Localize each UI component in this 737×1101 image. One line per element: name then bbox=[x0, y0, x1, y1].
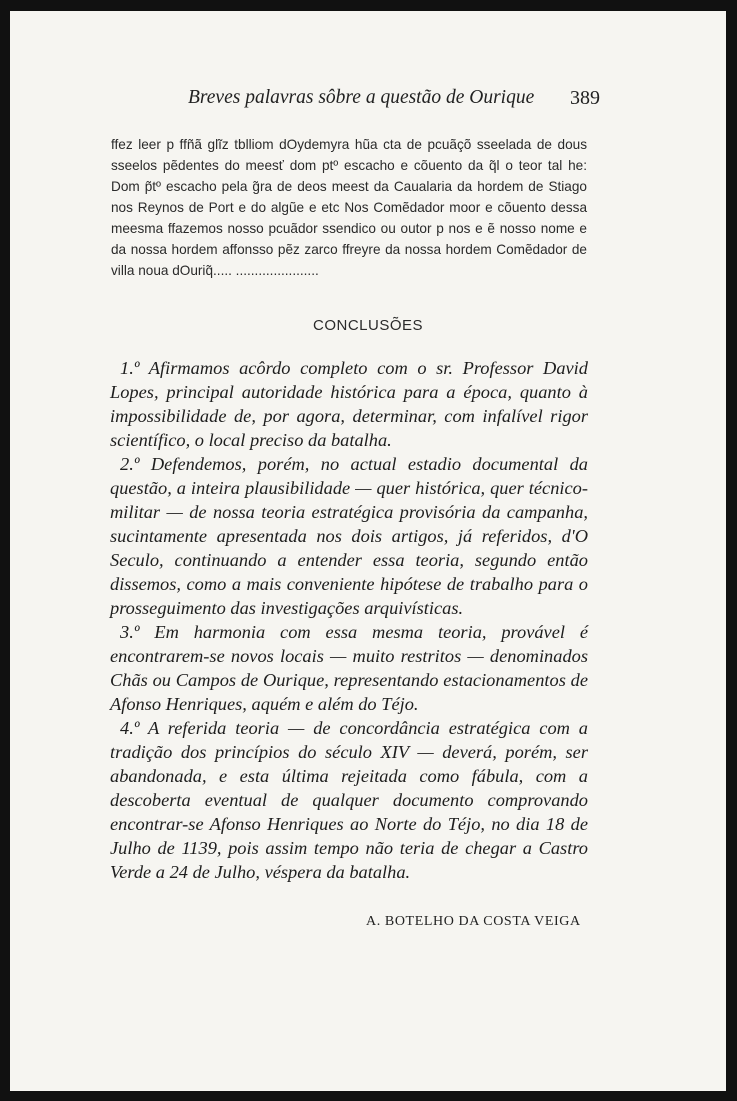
conclusion-item: 2.º Defendemos, porém, no actual estadio documental da questão, a inteira plausibilidade — quer histórica, quer técnico-militar — de nossa teoria estratégica provisória da campanha, sucintamente apresentada nos dois artigos, já referidos, d'O Seculo, continuando a entender essa teoria, segundo então dissemos, como a mais conveniente hipótese de trabalho para o prosseguimento das investigações arquivísticas. bbox=[110, 454, 588, 618]
conclusion-item: 3.º Em harmonia com essa mesma teoria, provável é encontrarem-se novos locais — muito restritos — denominados Chãs ou Campos de Ourique, representando estacionamentos de Afonso Henriques, aquém e além do Téjo. bbox=[110, 622, 588, 714]
conclusions-list bbox=[110, 356, 588, 884]
section-heading: CONCLUSÕES bbox=[312, 317, 424, 334]
conclusion-item: 1.º Afirmamos acôrdo completo com o sr. Professor David Lopes, principal autoridade histórica para a época, quanto à impossibilidade de, por agora, determinar, com infalível rigor scientífico, o local preciso da batalha. bbox=[110, 358, 588, 450]
conclusion-item: 4.º A referida teoria — de concordância estratégica com a tradição dos princípios do século XIV — deverá, porém, ser abandonada, e esta última rejeitada como fábula, com a descoberta eventual de qualquer documento comprovando encontrar-se Afonso Henriques ao Norte do Téjo, no dia 18 de Julho de 1139, pois assim tempo não teria de chegar a Castro Verde a 24 de Julho, véspera da batalha. bbox=[110, 718, 588, 882]
running-title: Breves palavras sôbre a questão de Ourique bbox=[188, 87, 535, 108]
page-number: 389 bbox=[570, 87, 600, 109]
book-page bbox=[10, 11, 726, 1091]
running-header bbox=[188, 87, 608, 115]
document-transcription: ffez leer p ffñã glĩz tblliom dOydemyra hũa cta de pcuãçõ sseelada de dous sseelos pẽdentes do meesť dom ptº escacho e cõuento da q̃l o teor tal he: Dom p̃tº escacho pela g̃ra de deos meest da Caualaria da hordem de Stiago nos Reynos de Port e do algũe e etc Nos Comẽdador moor e cõuento dessa meesma ffazemos nosso pcuãdor ssendico ou outor p nos e ẽ nosso nome e da nossa hordem affonsso pẽz zarco ffreyre da nossa hordem Comẽdador de villa noua dOuriq̃..... ...................... bbox=[111, 137, 587, 278]
author-signature: A. BOTELHO DA COSTA VEIGA bbox=[366, 914, 581, 929]
